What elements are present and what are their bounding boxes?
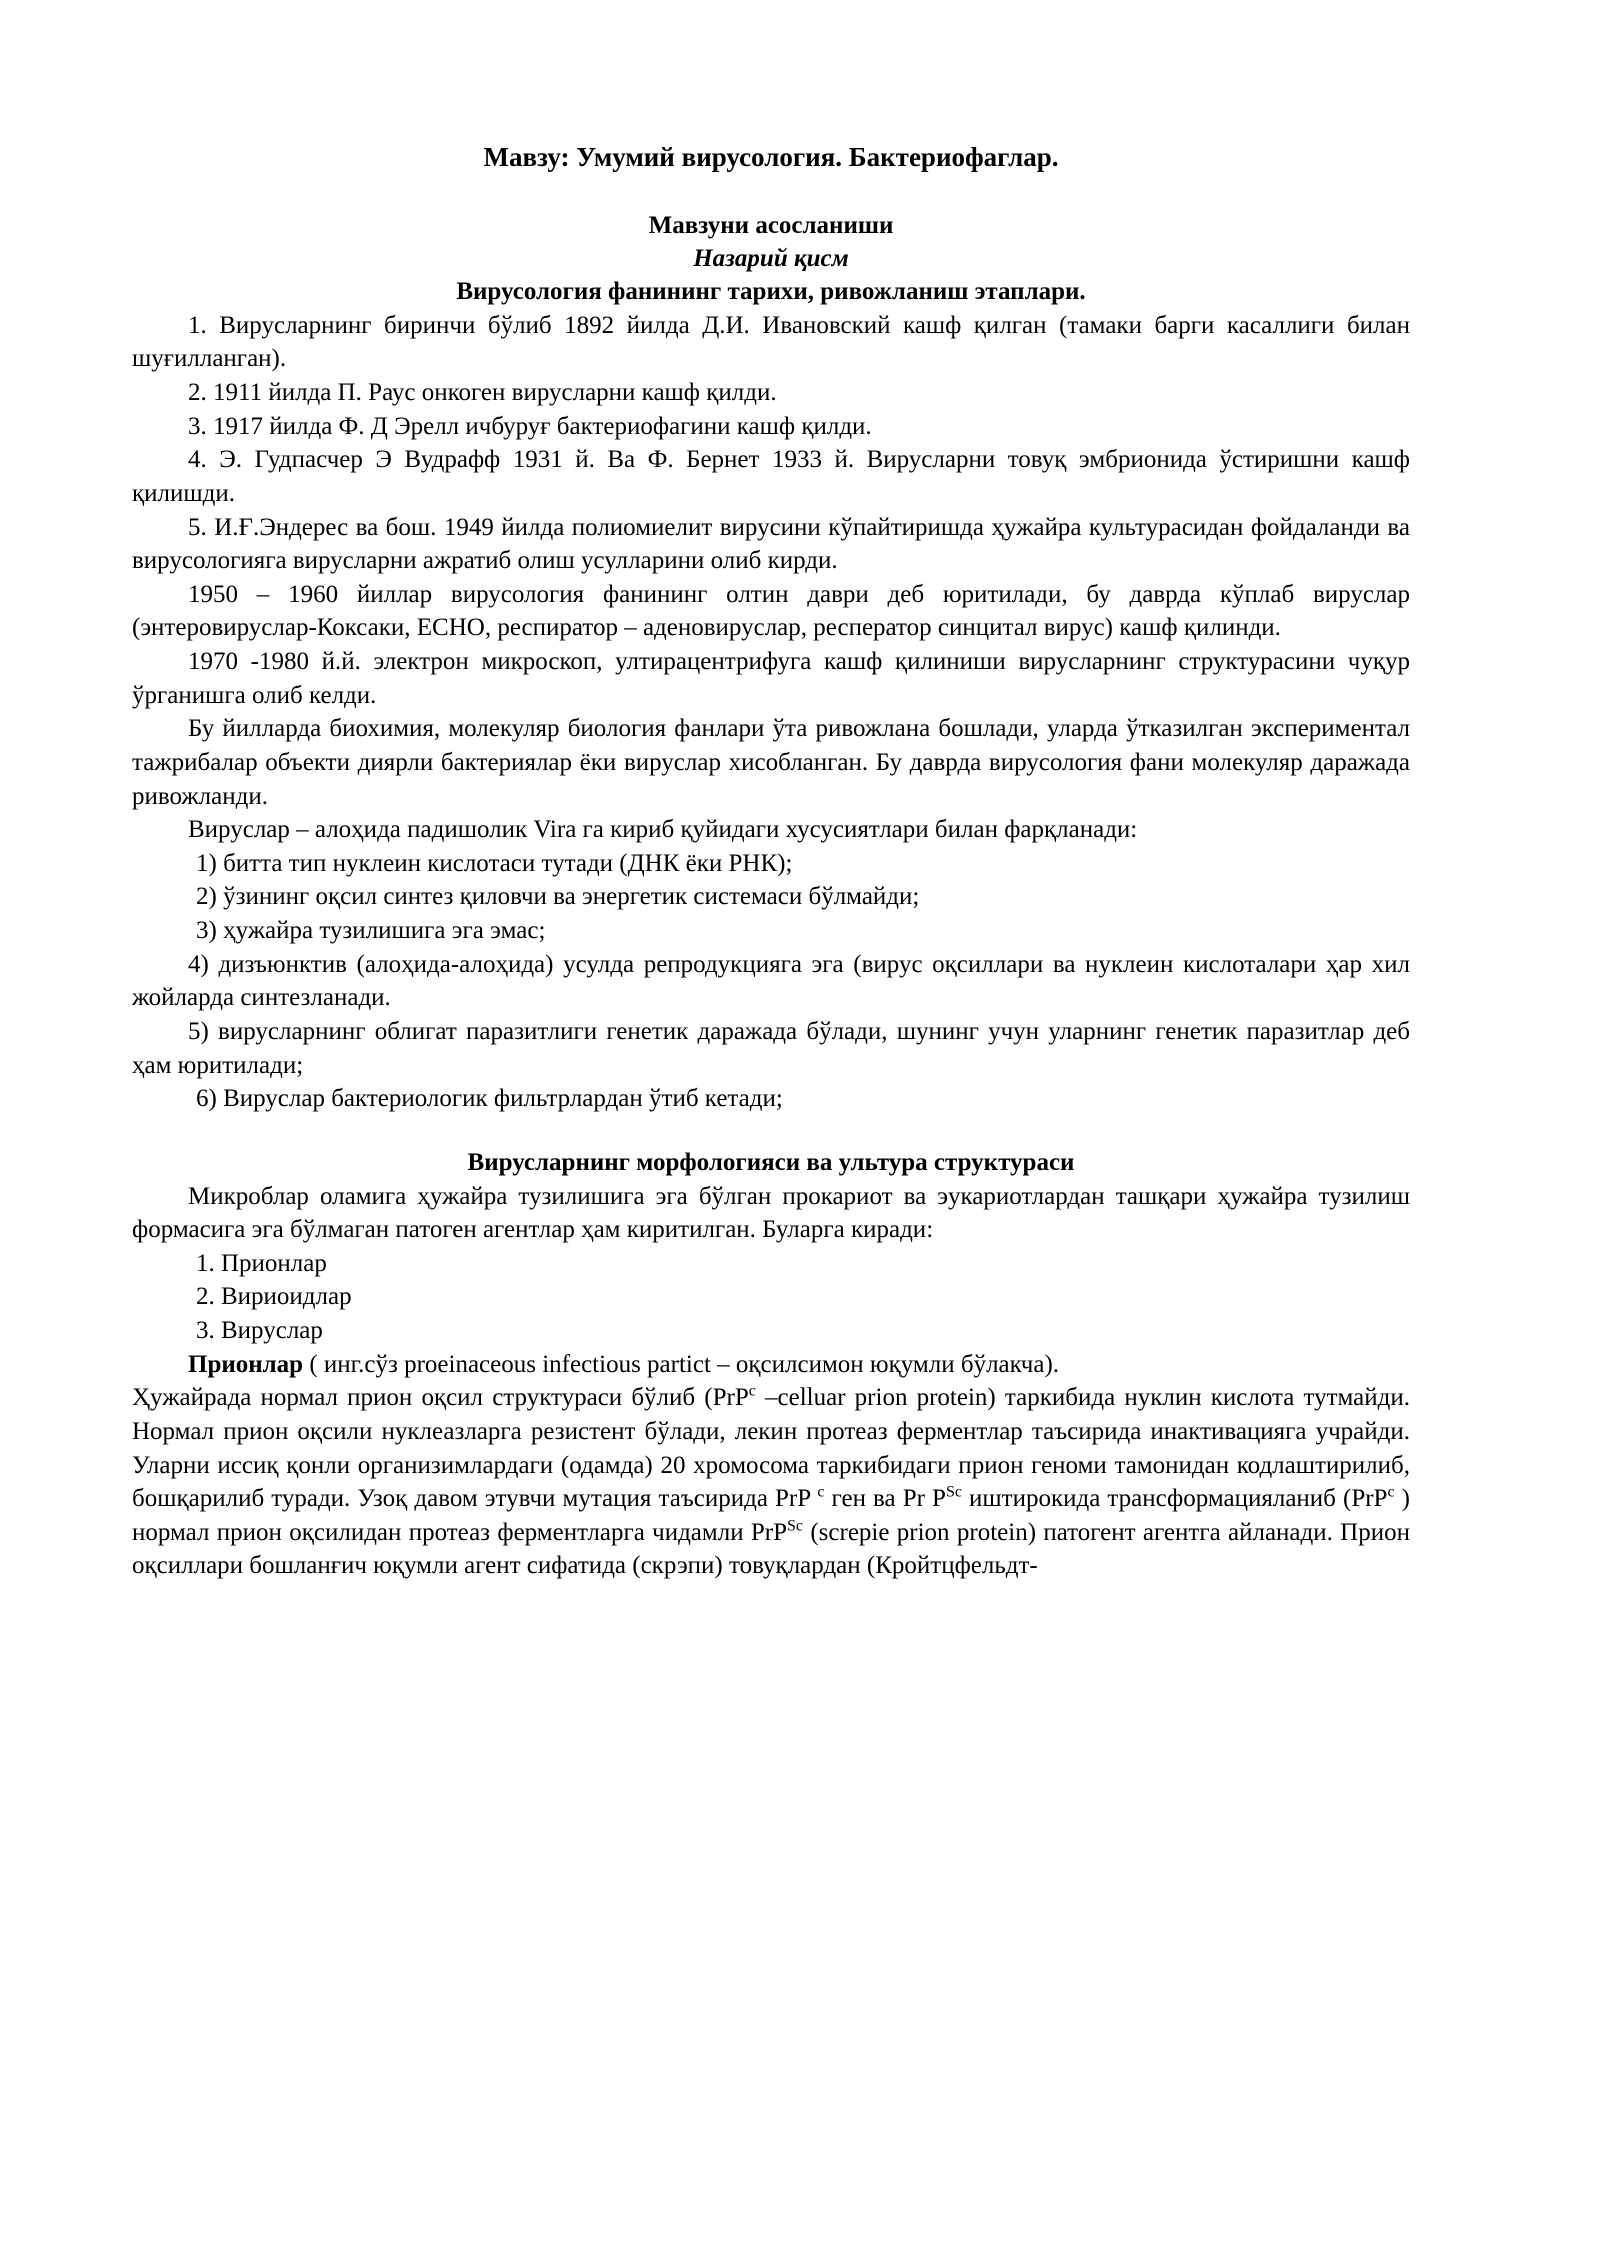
vira-property-2: 2) ўзининг оқсил синтез қиловчи ва энергетик системаси бўлмайди; (196, 883, 920, 911)
paragraph-microbe-world-intro: Микроблар оламига ҳужайра тузилишига эга бўлган прокариот ва эукариотлардан ташқари ҳужайра тузилиш формасига эга бўлмаган патоген агентлар ҳам киритилган. Буларга киради: (132, 1182, 1410, 1244)
agent-kind-1: 1. Прионлар (196, 1249, 327, 1277)
heading-virus-morphology: Вирусларнинг морфологияси ва ультура структураси (467, 1148, 1075, 1176)
history-item-4: 4. Э. Гудпасчер Э Вудрафф 1931 й. Ва Ф. Бернет 1933 й. Вирусларни товуқ эмбрионида ўстиришни кашф қилишди. (132, 446, 1410, 507)
prion-text-segment-4: иштирокида трансформацияланиб (PrP (961, 1485, 1388, 1513)
vira-property-5: 5) вирусларнинг облигат паразитлиги генетик даражада бўлади, шунинг учун уларнинг генетик паразитлар деб ҳам юритилади; (132, 1017, 1410, 1079)
heading-rationale: Мавзуни асосланиши (648, 212, 894, 240)
prion-text-segment-2: –celluar prion protein) таркибида нуклин кислота тутмайди. Нормал прион оқсили нуклеазларга резистент бўлади, лекин протеаз ферментлар таъсирида инактивацияга учрайди. Уларни иссиқ қонли организимлардаги (одамда) 20 хромосома таркибидаги прион геноми тамонидан кодлаштирилиб, бошқарилиб туради. Узоқ давом этувчи мутация таъсирида PrP (132, 1384, 1410, 1513)
vira-property-1: 1) битта тип нуклеин кислотаси тутади (ДНК ёки РНК); (196, 849, 793, 877)
prions-definition: ( инг.сўз proeinaceous infectious partict – оқсилсимон юқумли бўлакча). (303, 1350, 1060, 1378)
prion-text-segment-1: Ҳужайрада нормал прион оқсил структураси бўлиб (PrP (132, 1384, 749, 1412)
agent-kind-2: 2. Вириоидлар (196, 1283, 352, 1311)
heading-theory-part: Назарий қисм (693, 245, 849, 273)
prion-superscript-3: Sc (945, 1483, 962, 1501)
vira-property-4: 4) дизъюнктив (алоҳида-алоҳида) усулда репродукцияга эга (вирус оқсиллари ва нуклеин кислоталари ҳар хил жойларда синтезланади. (132, 950, 1410, 1012)
page-title (132, 132, 1410, 175)
prion-text-segment-6: (screpie prion protein) патогент агентга айланади. Прион оқсиллари бошланғич юқумли агент сифатида (скрэпи) товуқлардан (Кройтцфельдт- (132, 1518, 1410, 1580)
paragraph-prion-protein-detail (132, 1381, 1410, 1583)
heading-history-of-virology: Вирусология фанининг тарихи, ривожланиш этаплари. (456, 278, 1086, 306)
page-title-text: Умумий вирусология. Бактериофаглар. (569, 142, 1059, 172)
history-item-3: 3. 1917 йилда Ф. Д Эрелл ичбуруғ бактериофагини кашф қилди. (188, 412, 872, 440)
prions-term: Прионлар (188, 1350, 304, 1378)
prion-superscript-5: Sc (787, 1517, 804, 1535)
title-spacer (132, 183, 1410, 209)
history-item-5: 5. И.Ғ.Эндерес ва бош. 1949 йилда полиомиелит вирусини кўпайтиришда ҳужайра культурасидан фойдаланди ва вирусологияга вирусларни ажратиб олиш усулларини олиб кирди. (132, 513, 1410, 575)
prion-text-segment-5: ) нормал прион оқсилидан протеаз ферментларга чидамли PrP (132, 1485, 1411, 1546)
vira-property-6: 6) Вируслар бактериологик фильтрлардан ўтиб кетади; (196, 1085, 783, 1113)
section-spacer (132, 1116, 1410, 1146)
period-1950-1960: 1950 – 1960 йиллар вирусология фанининг олтин даври деб юритилади, бу даврда кўплаб вируслар (энтеровируслар-Коксаки, ЕСНО, респиратор – аденовируслар, респератор синцитал вирус) кашф қилинди. (132, 580, 1410, 642)
history-item-1: 1. Вирусларнинг биринчи бўлиб 1892 йилда Д.И. Ивановский кашф қилган (тамаки барги касаллиги билан шуғилланган). (132, 311, 1410, 373)
prion-superscript-2: c (817, 1483, 825, 1501)
page-title-prefix: Мавзу: (483, 142, 570, 172)
vira-property-3: 3) ҳужайра тузилишига эга эмас; (196, 917, 546, 945)
history-item-2: 2. 1911 йилда П. Раус онкоген вирусларни кашф қилди. (188, 379, 777, 407)
period-1970-1980: 1970 -1980 й.й. электрон микроскоп, ултирацентрифуга кашф қилиниши вирусларнинг структурасини чуқур ўрганишга олиб келди. (132, 648, 1410, 709)
paragraph-prions (132, 1348, 1410, 1382)
prion-superscript-4: c (1387, 1483, 1395, 1501)
prion-superscript-1: c (748, 1383, 756, 1401)
prion-text-segment-3: ген ва Pr P (824, 1485, 946, 1513)
agent-kind-3: 3. Вируслар (196, 1317, 323, 1345)
paragraph-biochemistry-era: Бу йилларда биохимия, молекуляр биология фанлари ўта ривожлана бошлади, уларда ўтказилган экспериментал тажрибалар объекти диярли бактериялар ёки вируслар хисобланган. Бу даврда вирусология фани молекуляр даражада ривожланди. (132, 715, 1410, 810)
paragraph-vira-kingdom-intro: Вируслар – алоҳида падишолик Vira га кириб қуйидаги хусусиятлари билан фарқланади: (188, 816, 1138, 844)
